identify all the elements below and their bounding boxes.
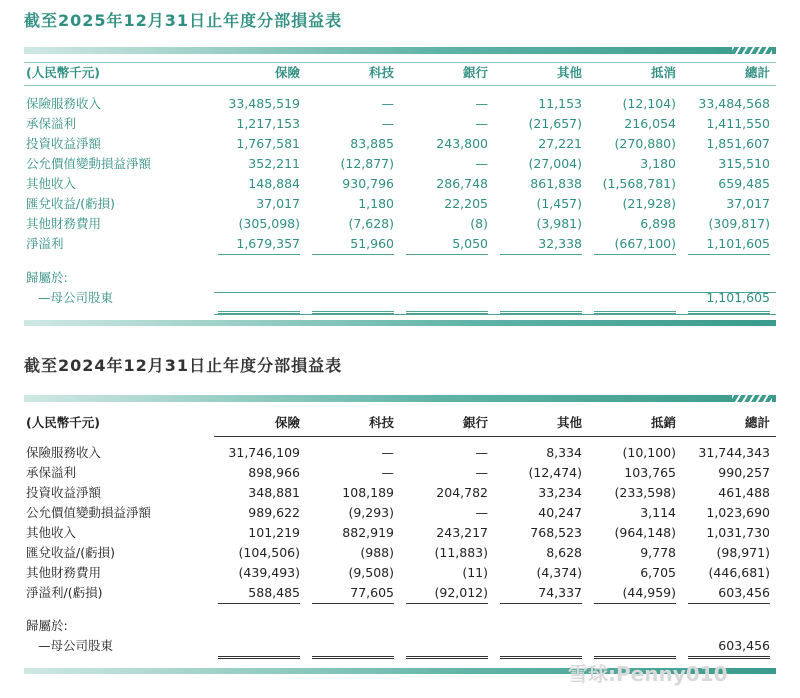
table-cell: 588,485 (248, 585, 300, 600)
col-banking: 銀行 (462, 415, 488, 430)
table-cell: (446,681) (708, 565, 770, 580)
table-cell: 1,679,357 (236, 236, 300, 251)
table-cell: 83,885 (350, 136, 394, 151)
table-cell: (98,971) (716, 545, 770, 560)
row-label: 承保溢利 (26, 116, 77, 131)
table-row (24, 234, 776, 254)
table-cell: 1,180 (358, 196, 394, 211)
table-cell: (92,012) (434, 585, 488, 600)
table-row (24, 583, 776, 603)
section-title-2024: 截至2024年12月31日止年度分部損益表 (24, 356, 343, 375)
col-banking: 銀行 (462, 65, 488, 80)
parent-shareholders-total: 1,101,605 (706, 290, 770, 305)
table-row (24, 114, 776, 134)
table-row (24, 214, 776, 234)
row-label: 保險服務收入 (26, 96, 102, 111)
row-label: 其他財務費用 (26, 565, 102, 580)
table-cell: 348,881 (248, 485, 300, 500)
table-row (24, 194, 776, 214)
watermark-text: 雪球:Penny010 (568, 662, 728, 686)
table-cell: 3,114 (640, 505, 676, 520)
table-cell: 989,622 (248, 505, 300, 520)
row-label: 承保溢利 (26, 465, 77, 480)
table-cell: 148,884 (248, 176, 300, 191)
table-row (24, 134, 776, 154)
table-cell: (270,880) (614, 136, 676, 151)
col-elimination: 抵銷 (650, 415, 676, 430)
table-cell: 9,778 (640, 545, 676, 560)
col-other: 其他 (556, 65, 582, 80)
table-cell: — (475, 465, 488, 480)
attributable-label: 歸屬於: (26, 270, 68, 285)
row-label: 淨溢利/(虧損) (26, 585, 103, 600)
col-insurance: 保險 (274, 415, 300, 430)
table-cell: 5,050 (452, 236, 488, 251)
table-row (24, 503, 776, 523)
table-cell: (8) (470, 216, 488, 231)
parent-shareholders-label: —母公司股東 (38, 638, 114, 653)
row-label: 投資收益淨額 (26, 485, 102, 500)
table-cell: (11,883) (434, 545, 488, 560)
table-cell: — (475, 116, 488, 131)
table-cell: (11) (462, 565, 488, 580)
table-cell: 898,966 (248, 465, 300, 480)
unit-label: (人民幣千元) (26, 415, 100, 430)
table-cell: 243,217 (436, 525, 488, 540)
table-cell: 6,898 (640, 216, 676, 231)
attributable-label: 歸屬於: (26, 618, 68, 633)
table-cell: (305,098) (238, 216, 300, 231)
table-cell: 33,484,568 (698, 96, 770, 111)
row-label: 保險服務收入 (26, 445, 102, 460)
table-row (24, 463, 776, 483)
row-label: 淨溢利 (26, 236, 64, 251)
table-cell: 31,746,109 (228, 445, 300, 460)
table-cell: 659,485 (718, 176, 770, 191)
table-cell: (233,598) (614, 485, 676, 500)
row-label: 投資收益淨額 (26, 136, 102, 151)
table-row (24, 483, 776, 503)
col-technology: 科技 (368, 415, 394, 430)
table-row (24, 543, 776, 563)
table-cell: (104,506) (238, 545, 300, 560)
table-cell: 1,851,607 (706, 136, 770, 151)
table-cell: 33,485,519 (228, 96, 300, 111)
table-cell: (3,981) (536, 216, 582, 231)
table-cell: 603,456 (718, 585, 770, 600)
col-other: 其他 (556, 415, 582, 430)
col-elimination: 抵消 (650, 65, 676, 80)
table-cell: 286,748 (436, 176, 488, 191)
table-cell: 1,411,550 (706, 116, 770, 131)
table-cell: 1,101,605 (706, 236, 770, 251)
col-insurance: 保險 (274, 65, 300, 80)
table-cell: 101,219 (248, 525, 300, 540)
table-cell: 1,217,153 (236, 116, 300, 131)
table-cell: (44,959) (622, 585, 676, 600)
table-cell: (1,457) (536, 196, 582, 211)
table-cell: 108,189 (342, 485, 394, 500)
table-cell: (9,508) (348, 565, 394, 580)
table-cell: (1,568,781) (602, 176, 676, 191)
table-cell: 31,744,343 (698, 445, 770, 460)
table-row (24, 563, 776, 583)
table-cell: (9,293) (348, 505, 394, 520)
table-cell: 930,796 (342, 176, 394, 191)
row-label: 公允價值變動損益淨額 (26, 505, 152, 520)
table-cell: — (381, 465, 394, 480)
table-cell: (12,474) (528, 465, 582, 480)
row-label: 其他收入 (26, 176, 77, 191)
table-cell: 103,765 (624, 465, 676, 480)
table-cell: 33,234 (538, 485, 582, 500)
parent-shareholders-total: 603,456 (718, 638, 770, 653)
table-cell: 27,221 (538, 136, 582, 151)
table-cell: 990,257 (718, 465, 770, 480)
row-label: 匯兌收益/(虧損) (26, 196, 115, 211)
row-label: 公允價值變動損益淨額 (26, 156, 152, 171)
table-cell: — (475, 156, 488, 171)
table-cell: 32,338 (538, 236, 582, 251)
table-row (24, 443, 776, 463)
table-row (24, 154, 776, 174)
parent-shareholders-label: —母公司股東 (38, 290, 114, 305)
table-row (24, 94, 776, 114)
table-cell: (12,104) (622, 96, 676, 111)
table-cell: 6,705 (640, 565, 676, 580)
table-cell: 37,017 (256, 196, 300, 211)
attributable-row (24, 268, 776, 288)
col-total: 總計 (744, 65, 770, 80)
table-cell: 11,153 (538, 96, 582, 111)
col-total: 總計 (744, 415, 770, 430)
table-cell: (439,493) (238, 565, 300, 580)
table-cell: (10,100) (622, 445, 676, 460)
table-cell: 1,767,581 (236, 136, 300, 151)
table-cell: — (475, 96, 488, 111)
table-row (24, 174, 776, 194)
column-header-row (24, 63, 776, 83)
section-title-2025: 截至2025年12月31日止年度分部損益表 (24, 11, 343, 30)
table-cell: — (381, 116, 394, 131)
table-cell: (988) (360, 545, 394, 560)
table-cell: 352,211 (248, 156, 300, 171)
column-header-row (24, 413, 776, 433)
table-cell: — (475, 445, 488, 460)
table-cell: 1,031,730 (706, 525, 770, 540)
col-technology: 科技 (368, 65, 394, 80)
table-cell: (21,928) (622, 196, 676, 211)
table-cell: 51,960 (350, 236, 394, 251)
parent-shareholders-row (24, 288, 776, 308)
table-cell: — (475, 505, 488, 520)
table-cell: — (381, 445, 394, 460)
table-cell: 40,247 (538, 505, 582, 520)
table-cell: — (381, 96, 394, 111)
table-cell: 3,180 (640, 156, 676, 171)
table-cell: 204,782 (436, 485, 488, 500)
header-band (24, 47, 776, 54)
unit-label: (人民幣千元) (26, 65, 100, 80)
table-cell: (7,628) (348, 216, 394, 231)
table-cell: 768,523 (530, 525, 582, 540)
table-cell: 22,205 (444, 196, 488, 211)
table-cell: 461,488 (718, 485, 770, 500)
table-cell: 8,334 (546, 445, 582, 460)
table-cell: 315,510 (718, 156, 770, 171)
table-cell: (27,004) (528, 156, 582, 171)
parent-shareholders-row (24, 636, 776, 656)
table-cell: (309,817) (708, 216, 770, 231)
row-label: 匯兌收益/(虧損) (26, 545, 115, 560)
table-cell: (12,877) (340, 156, 394, 171)
table-cell: 1,023,690 (706, 505, 770, 520)
table-cell: (21,657) (528, 116, 582, 131)
header-band (24, 395, 776, 402)
row-label: 其他收入 (26, 525, 77, 540)
table-cell: 882,919 (342, 525, 394, 540)
row-label: 其他財務費用 (26, 216, 102, 231)
table-cell: (667,100) (614, 236, 676, 251)
table-cell: 861,838 (530, 176, 582, 191)
table-cell: (964,148) (614, 525, 676, 540)
table-cell: 8,628 (546, 545, 582, 560)
table-cell: 37,017 (726, 196, 770, 211)
table-cell: 74,337 (538, 585, 582, 600)
table-cell: 243,800 (436, 136, 488, 151)
table-cell: 77,605 (350, 585, 394, 600)
table-cell: 216,054 (624, 116, 676, 131)
footer-band (24, 320, 776, 326)
attributable-row (24, 616, 776, 636)
table-row (24, 523, 776, 543)
table-cell: (4,374) (536, 565, 582, 580)
